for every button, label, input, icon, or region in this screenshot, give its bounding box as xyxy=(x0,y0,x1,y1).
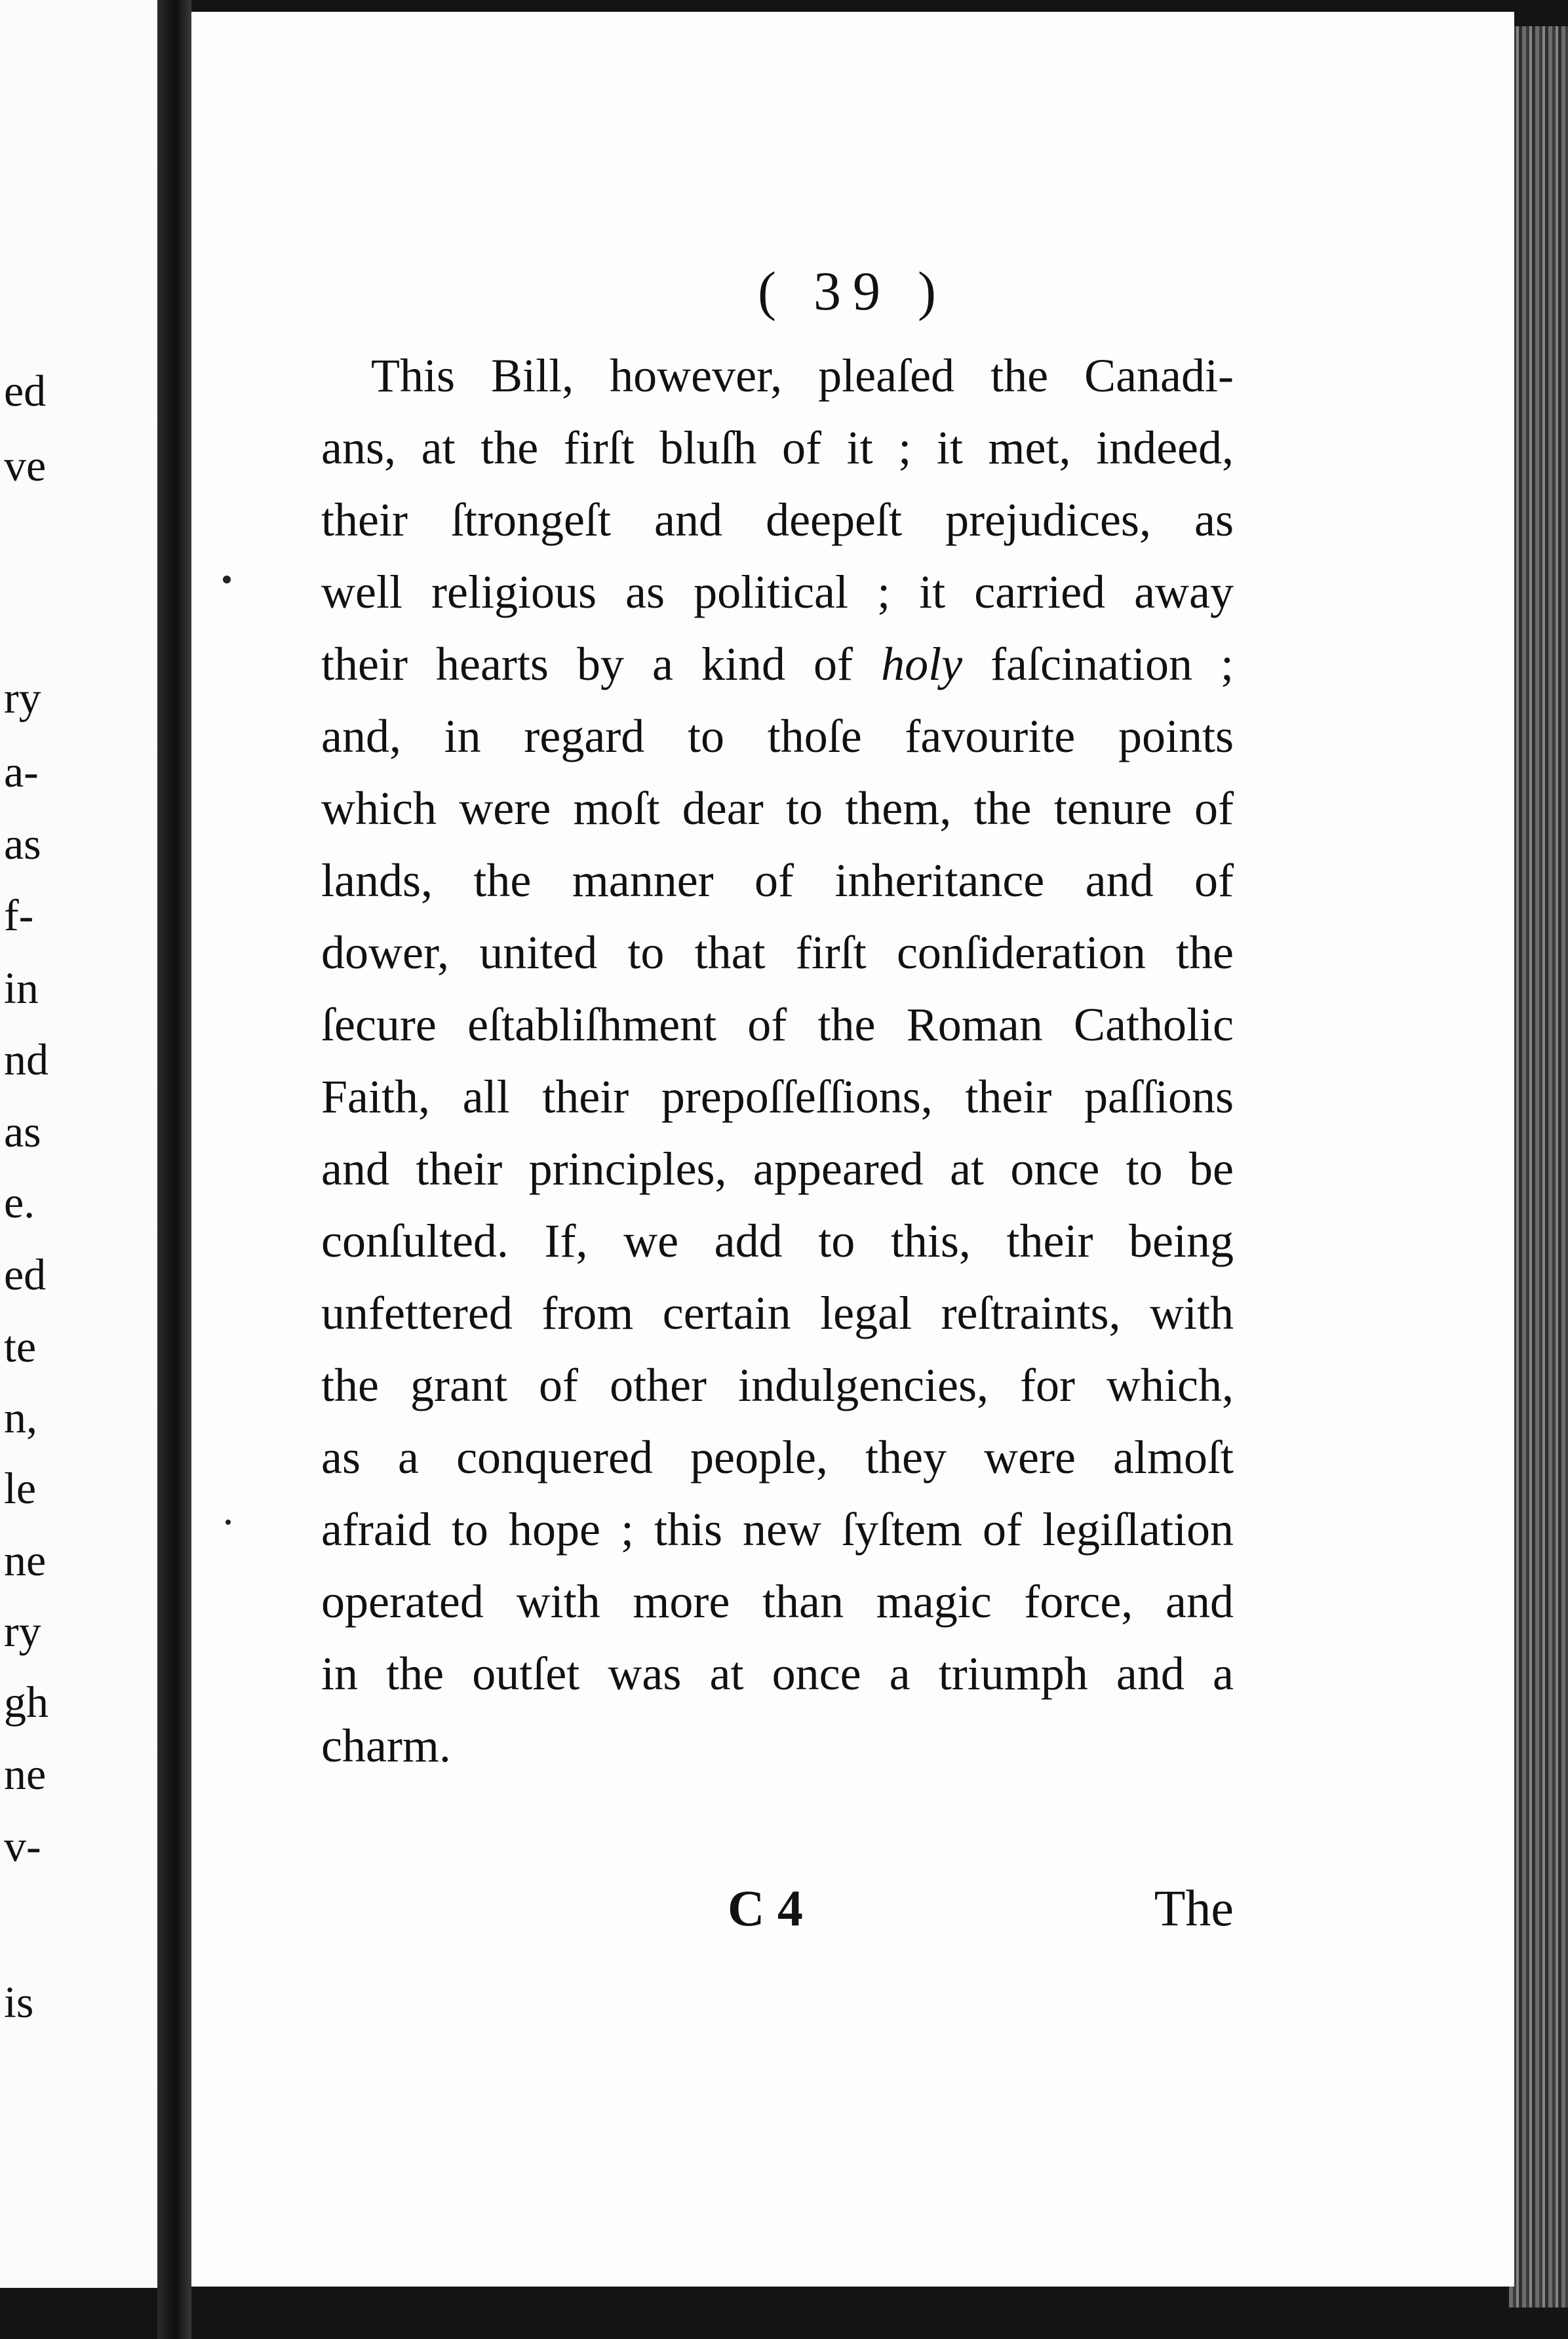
text-line: as a conquered people, they were almoſt xyxy=(321,1431,1234,1484)
left-page-fragment: le xyxy=(4,1463,37,1513)
left-page-fragment: v- xyxy=(4,1821,41,1871)
text-line: This Bill, however, pleaſed the Canadi- xyxy=(371,349,1234,402)
book-gutter xyxy=(157,0,191,2339)
text-line: operated with more than magic force, and xyxy=(321,1575,1234,1628)
left-page-fragment: n, xyxy=(4,1392,37,1442)
text-line: dower, united to that firſt conſideration the xyxy=(321,926,1234,979)
text-line: ans, at the firſt bluſh of it ; it met, indeed, xyxy=(321,422,1234,474)
left-page-fragment: te xyxy=(4,1322,37,1371)
text-line: in the outſet was at once a triumph and a xyxy=(321,1647,1234,1700)
ink-speck xyxy=(225,1520,231,1525)
left-page-fragment: nd xyxy=(4,1034,49,1084)
left-page-fragment: a- xyxy=(4,747,39,796)
body-paragraph xyxy=(321,340,1234,1782)
left-page-fragment: ry xyxy=(4,1606,41,1656)
left-page-fragment: ry xyxy=(4,673,41,722)
text-line: charm. xyxy=(321,1720,451,1772)
left-page-fragment: e. xyxy=(4,1177,35,1227)
book-page-edges xyxy=(1509,26,1568,2308)
left-page-fragment: as xyxy=(4,1107,41,1156)
text-line: ſecure eſtabliſhment of the Roman Catholic xyxy=(321,998,1234,1051)
left-page-fragment: ne xyxy=(4,1535,47,1585)
text-line: and, in regard to thoſe favourite points xyxy=(321,710,1234,762)
left-page-fragment: ed xyxy=(4,366,47,416)
left-page-fragment: gh xyxy=(4,1677,49,1727)
text-line: their ſtrongeſt and deepeſt prejudices, as xyxy=(321,494,1234,546)
text-line: lands, the manner of inheritance and of xyxy=(321,854,1234,907)
left-page-fragment: ve xyxy=(4,441,47,490)
right-page xyxy=(191,12,1514,2287)
text-line: which were moſt dear to them, the tenure of xyxy=(321,782,1234,835)
italic-word: holy xyxy=(881,638,963,690)
text-line: and their principles, appeared at once to be xyxy=(321,1143,1234,1195)
left-page-fragment: f- xyxy=(4,890,34,940)
text-segment: their hearts by a kind of xyxy=(321,638,882,690)
catchword: The xyxy=(1154,1879,1234,1936)
text-line: Faith, all their prepoſſeſſions, their paſſions xyxy=(321,1071,1234,1123)
left-page-fragment: ed xyxy=(4,1249,47,1299)
page-footer xyxy=(321,1872,1234,1944)
left-page-fragment: as xyxy=(4,819,41,869)
text-segment: faſcination ; xyxy=(962,638,1234,690)
left-page-fragment: ne xyxy=(4,1749,47,1799)
page-number: ( 39 ) xyxy=(758,261,948,322)
left-page-fragment: in xyxy=(4,963,39,1013)
text-line: the grant of other indulgencies, for which, xyxy=(321,1359,1234,1411)
text-line xyxy=(321,628,1234,700)
text-line: well religious as political ; it carried away xyxy=(321,566,1234,618)
text-line: unfettered from certain legal reſtraints, with xyxy=(321,1287,1234,1339)
left-facing-page xyxy=(0,0,157,2288)
text-line: afraid to hope ; this new ſyſtem of legiſlation xyxy=(321,1503,1234,1556)
text-line: conſulted. If, we add to this, their being xyxy=(321,1215,1234,1267)
signature-mark: C 4 xyxy=(728,1879,803,1936)
ink-speck xyxy=(223,576,231,583)
left-page-fragment: is xyxy=(4,1977,34,2027)
